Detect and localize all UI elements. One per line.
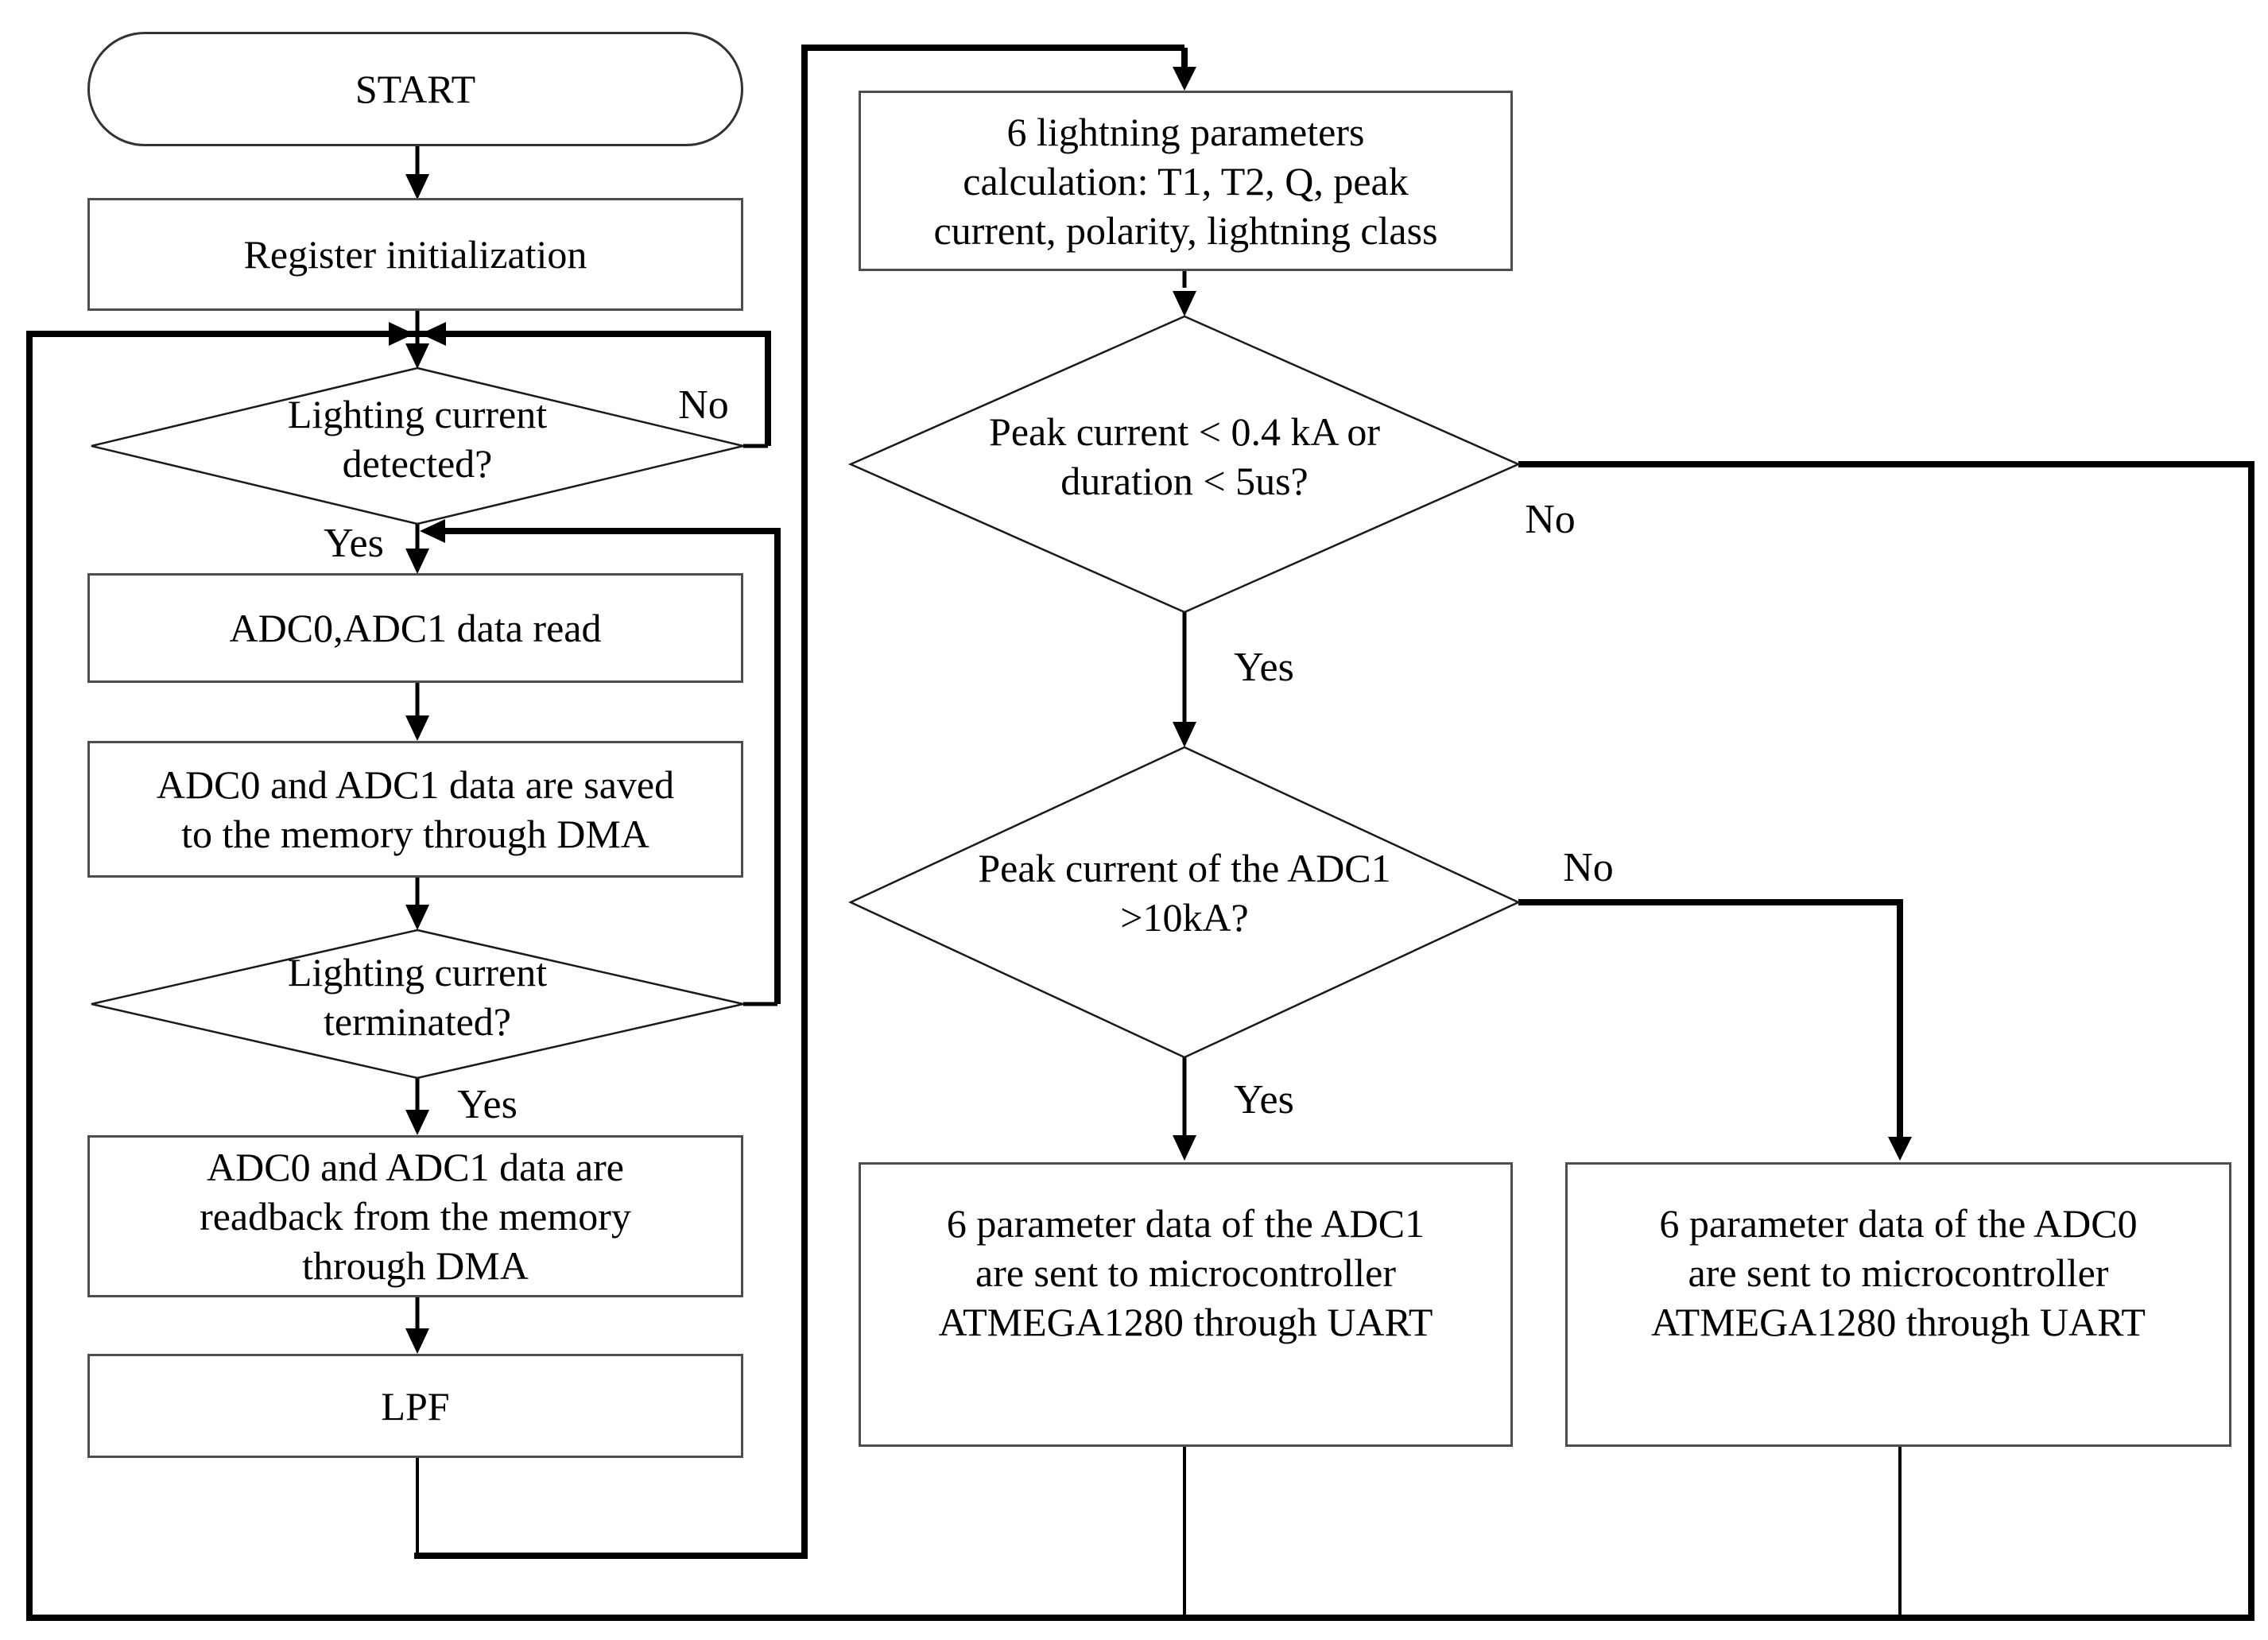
arrowhead-merge-from-left-icon <box>389 322 414 346</box>
arrowhead-read-saved-icon <box>405 715 429 741</box>
arrowhead-calc-peakcheck-icon <box>1173 291 1196 316</box>
node-lightning-terminated-text <box>131 948 704 1046</box>
node-uart-adc1 <box>859 1162 1513 1447</box>
node-adc-data-saved-line1: ADC0 and ADC1 data are saved <box>156 762 675 807</box>
node-register-init <box>87 198 743 311</box>
node-lpf-label: LPF <box>381 1383 450 1429</box>
label-adc1-check-yes: Yes <box>1234 1077 1294 1122</box>
node-adc-data-readback-line3: through DMA <box>302 1243 529 1288</box>
label-detected-no: No <box>678 382 729 428</box>
node-adc-data-saved-line2: to the memory through DMA <box>181 812 649 856</box>
node-lightning-detected-line1: Lighting current <box>287 392 548 436</box>
node-peak-duration-check-line1: Peak current < 0.4 kA or <box>989 409 1380 454</box>
node-uart-adc0-line3: ATMEGA1280 through UART <box>1651 1300 2146 1344</box>
node-peak-duration-check-line2: duration < 5us? <box>1060 459 1308 503</box>
node-lightning-terminated-line1: Lighting current <box>287 950 548 994</box>
node-adc-data-readback <box>87 1135 743 1297</box>
node-peak-duration-check-text <box>890 407 1479 506</box>
label-peak-check-yes: Yes <box>1234 645 1294 690</box>
node-register-init-label: Register initialization <box>243 232 587 277</box>
arrowhead-start-register-icon <box>405 174 429 200</box>
node-start <box>87 32 743 146</box>
node-adc-data-readback-line1: ADC0 and ADC1 data are <box>207 1145 624 1189</box>
arrowhead-readback-lpf-icon <box>405 1328 429 1354</box>
arrowhead-into-calc-icon <box>1173 67 1196 91</box>
node-adc-data-read-label: ADC0,ADC1 data read <box>229 606 602 650</box>
arrowhead-saved-terminated-icon <box>405 905 429 930</box>
arrowhead-peakcheck-yes-icon <box>1173 722 1196 747</box>
node-adc1-peak-check-line2: >10kA? <box>1120 895 1249 940</box>
node-uart-adc1-line3: ATMEGA1280 through UART <box>938 1300 1433 1344</box>
label-adc1-check-no: No <box>1563 845 1614 890</box>
node-start-label: START <box>355 67 476 111</box>
node-param-calc-line2: calculation: T1, T2, Q, peak <box>963 158 1409 204</box>
label-terminated-yes: Yes <box>457 1082 518 1127</box>
node-uart-adc1-line2: are sent to microcontroller <box>975 1250 1396 1295</box>
node-lpf <box>87 1354 743 1458</box>
node-adc-data-saved <box>87 741 743 878</box>
label-peak-check-no: No <box>1525 497 1576 542</box>
node-param-calc <box>859 91 1513 271</box>
node-adc-data-read <box>87 573 743 683</box>
node-param-calc-line3: current, polarity, lightning class <box>933 207 1438 253</box>
node-lightning-terminated-line2: terminated? <box>324 999 511 1044</box>
arrowhead-merge-from-right-icon <box>421 322 446 346</box>
node-lightning-detected-text <box>131 390 704 488</box>
node-uart-adc0-line2: are sent to microcontroller <box>1688 1250 2109 1295</box>
node-uart-adc0 <box>1565 1162 2231 1447</box>
arrowhead-adc1check-yes-icon <box>1173 1135 1196 1161</box>
node-uart-adc0-line1: 6 parameter data of the ADC0 <box>1659 1201 2138 1246</box>
node-uart-adc1-line1: 6 parameter data of the ADC1 <box>946 1201 1425 1246</box>
arrowhead-adc1check-no-icon <box>1888 1137 1912 1161</box>
node-adc-data-readback-line2: readback from the memory <box>200 1194 631 1239</box>
arrowhead-merge-down-icon <box>405 343 429 369</box>
label-detected-yes: Yes <box>324 521 384 566</box>
node-adc1-peak-check-line1: Peak current of the ADC1 <box>978 846 1391 890</box>
node-param-calc-line1: 6 lightning parameters <box>1006 109 1365 154</box>
arrowhead-detected-yes-icon <box>405 549 429 574</box>
node-adc1-peak-check-text <box>890 843 1479 942</box>
node-lightning-detected-line2: detected? <box>342 441 493 486</box>
arrowhead-terminated-yes-icon <box>405 1110 429 1135</box>
